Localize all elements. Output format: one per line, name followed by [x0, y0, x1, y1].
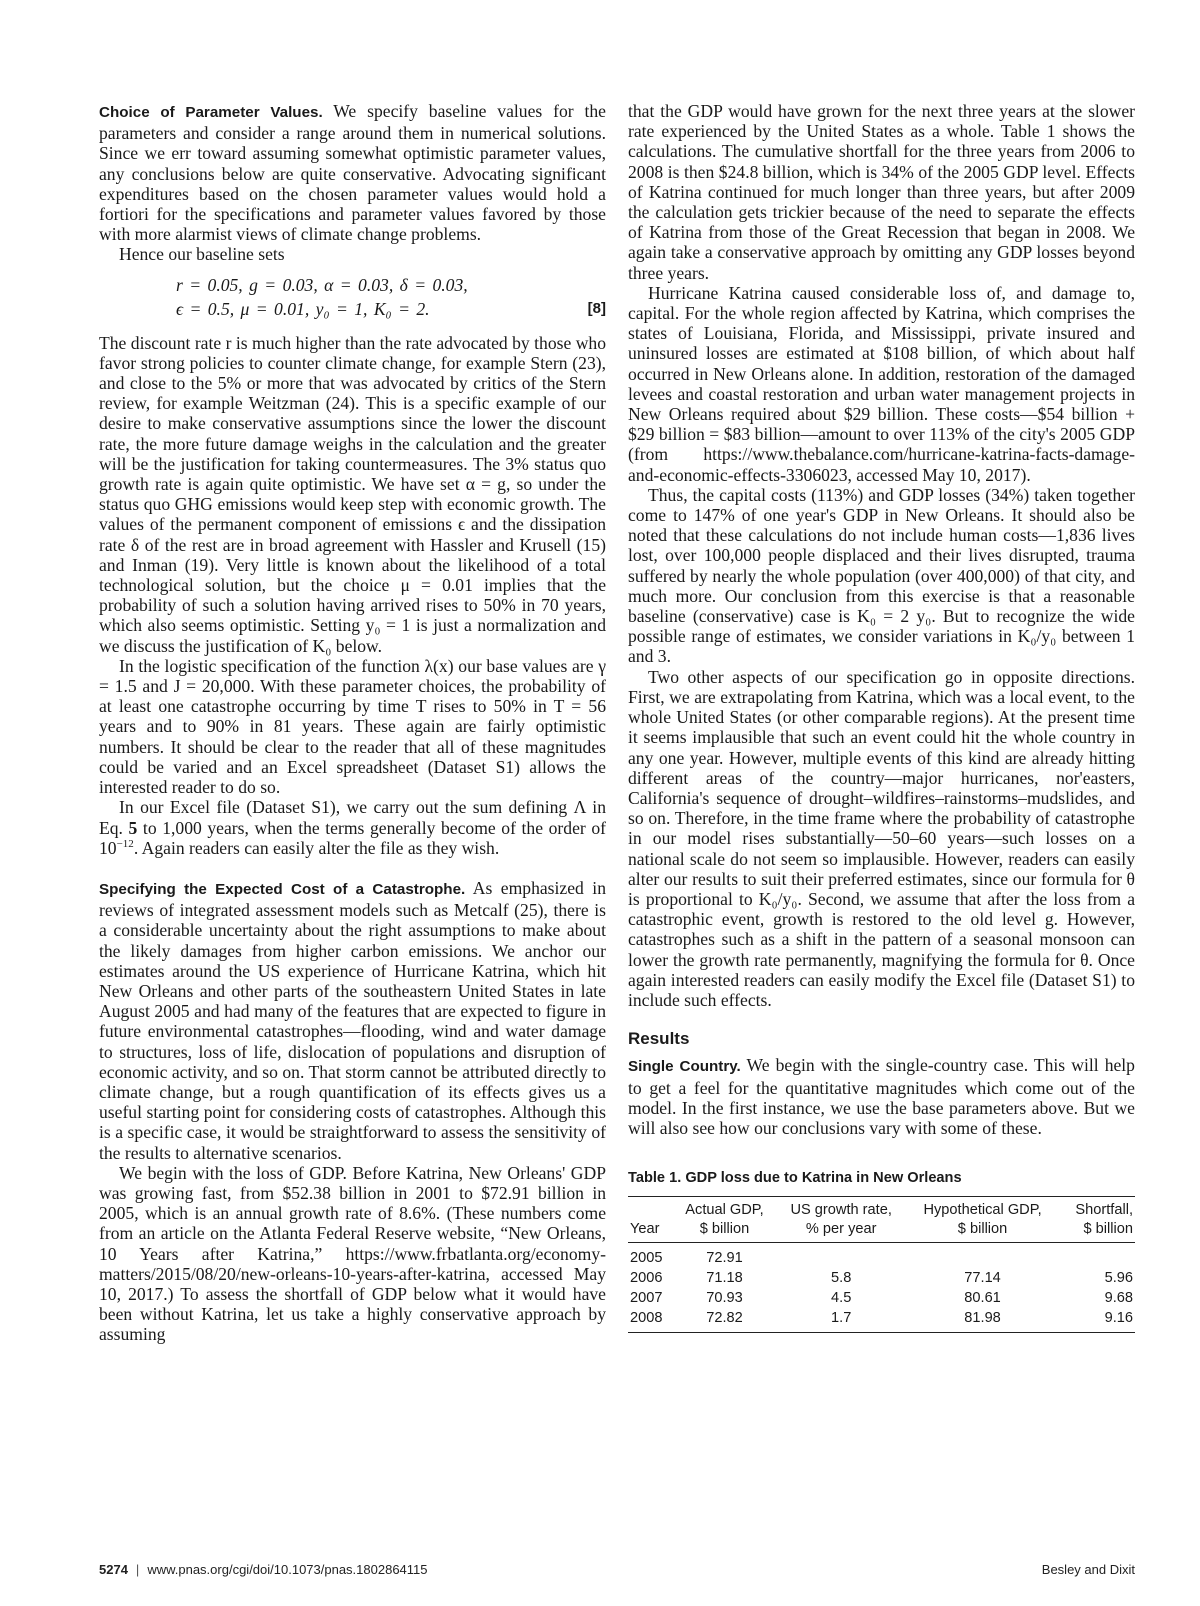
choice-paragraph-1: Choice of Parameter Values. We specify baseline values for the parameters and consider a range around them in numerical solutions. Since we err toward assuming somewhat optimistic parameter values, any conclusions below are quite conservative. Advocating significant expenditures based on the chosen parameter values would hold a fortiori for the specifications and parameter values favored by those with more alarmist views of climate change problems.: [99, 101, 606, 245]
table-row: 2005 72.91: [630, 1250, 743, 1267]
footer-separator: |: [135, 1562, 140, 1577]
table-header-row: [628, 1197, 1135, 1243]
table-1: [628, 1168, 1135, 1333]
header-actual-gdp: Actual GDP, $ billion: [685, 1202, 764, 1238]
left-column: [99, 101, 606, 1345]
single-country-paragraph: Single Country. We begin with the single-country case. This will help to get a feel for the quantitative magnitudes which come out of the model. In the first instance, we use the base parameters above. But we will also see how our conclusions vary with some of these.: [628, 1055, 1135, 1138]
choice-paragraph-3: The discount rate r is much higher than the rate advocated by those who favor strong policies to counter climate change, for example Stern (23), and close to the 5% or more that was advocated by critics of the Stern review, for example Weitzman (24). This is a specific example of our desire to make conservative assumptions since the lower the discount rate, the more future damage weighs in the calculation and the greater will be the justification for taking countermeasures. The 3% status quo growth rate is again quite optimistic. We have set α = g, so under the status quo GHG emissions would keep step with economic growth. The values of the permanent component of emissions ϵ and the dissipation rate δ of the rest are in broad agreement with Hassler and Krusell (15) and Inman (19). Very little is known about the likelihood of a total technological solution, but the choice μ = 0.01 implies that the probability of such a solution having arrived rises to 50% in 70 years, which also seems optimistic. Setting y₀ = 1 is just a normalization and we discuss the justification of K₀ below.: [99, 332, 606, 656]
choice-paragraph-5: In our Excel file (Dataset S1), we carry out the sum defining Λ in Eq. 5 to 1,000 years, when the terms generally become of the order of $10^{-12}$. Again readers can easily alter the file as they wish.: [99, 797, 606, 858]
right-paragraph-3: Thus, the capital costs (113%) and GDP losses (34%) taken together come to 147% of one year's GDP in New Orleans. It should also be noted that these calculations do not include human costs—1,836 lives lost, over 100,000 people displaced and their lives disrupted, trauma suffered by nearly the whole population (over 400,000) of that city, and much more. Our conclusion from this exercise is that a reasonable baseline (conservative) case is K₀ = 2 y₀. But to recognize the wide possible range of estimates, we consider variations in K₀/y₀ between 1 and 3.: [628, 484, 1135, 667]
results-section-title: Results: [628, 1029, 690, 1049]
single-country-heading: Single Country.: [628, 1058, 741, 1076]
table-row: 2008 72.82 1.7 81.98 9.16: [630, 1310, 1133, 1327]
equation-8: [99, 275, 606, 323]
right-column: [628, 101, 1135, 1333]
choice-paragraph-2: Hence our baseline sets: [119, 244, 285, 265]
expected-paragraph-1: Specifying the Expected Cost of a Catastrophe. As emphasized in reviews of integrated assessment models such as Metcalf (25), there is a considerable uncertainty about the right assumptions to make about the likely damages from higher carbon emissions. We anchor our estimates around the US experience of Hurricane Katrina, which hit New Orleans and other parts of the southeastern United States in late August 2005 and had many of the features that are expected to figure in future environmental catastrophes—flooding, wind and water damage to structures, loss of life, dislocation of populations and disruption of economic activity, and so on. That storm cannot be attributed directly to climate change, but a rough quantification of its effects gives us a useful starting point for considering costs of catastrophes. Although this is a specific case, it would be straightforward to assess the sensitivity of the results to alternative scenarios.: [99, 877, 606, 1163]
gdp-loss-table: [628, 1196, 1135, 1333]
choice-paragraph-4: In the logistic specification of the function λ(x) our base values are γ = 1.5 and J = 20,000. With these parameter choices, the probability of at least one catastrophe occurring by time T rises to 50% in T = 56 years and to 90% in 81 years. These again are fairly optimistic numbers. It should be clear to the reader that all of these magnitudes could be varied and an Excel spreadsheet (Dataset S1) allows the interested reader to do so.: [99, 655, 606, 798]
page-footer: [99, 1562, 1135, 1577]
expected-paragraph-2: We begin with the loss of GDP. Before Katrina, New Orleans' GDP was growing fast, from $52.38 billion in 2001 to $72.91 billion in 2005, which is an annual growth rate of 8.6%. (These numbers come from an article on the Atlanta Federal Reserve website, “New Orleans, 10 Years after Katrina,” https://www.frbatlanta.org/economy-matters/2015/08/20/new-orleans-10-years-after-katrina, accessed May 10, 2017.) To assess the shortfall of GDP below what it would have been without Katrina, let us take a highly conservative approach by assuming: [99, 1162, 606, 1345]
header-hypothetical-gdp: Hypothetical GDP, $ billion: [923, 1202, 1042, 1238]
right-paragraph-1: that the GDP would have grown for the next three years at the slower rate experienced by the United States as a whole. Table 1 shows the calculations. The cumulative shortfall for the three years from 2006 to 2008 is then $24.8 billion, which is 34% of the 2005 GDP level. Effects of Katrina continued for much longer than three years, but after 2009 the calculation gets trickier because of the need to separate the effects of Katrina from those of the Great Recession that began in 2008. We again take a conservative approach by omitting any GDP losses beyond three years.: [628, 101, 1135, 283]
equation-line-2: ϵ = 0.5, μ = 0.01, y₀ = 1, K₀ = 2.: [176, 298, 430, 319]
doi-link[interactable]: www.pnas.org/cgi/doi/10.1073/pnas.1802864115: [147, 1562, 428, 1577]
equation-number: [8]: [587, 299, 606, 317]
header-year: Year: [630, 1221, 660, 1238]
choice-heading: Choice of Parameter Values.: [99, 104, 323, 121]
header-us-growth-rate: US growth rate, % per year: [790, 1202, 892, 1238]
expected-heading: Specifying the Expected Cost of a Catastrophe.: [99, 880, 466, 898]
right-paragraph-2: Hurricane Katrina caused considerable loss of, and damage to, capital. For the whole region affected by Katrina, which comprises the states of Louisiana, Florida, and Mississippi, private insured and uninsured losses are estimated at $108 billion, of which about half occurred in New Orleans alone. In addition, restoration of the damaged levees and coastal restoration and urban water management projects in New Orleans required about $29 billion. These costs—$54 billion + $29 billion = $83 billion—amount to over 113% of the city's 2005 GDP (from https://www.thebalance.com/hurricane-katrina-facts-damage-and-economic-effects-3306023, accessed May 10, 2017).: [628, 282, 1135, 485]
header-shortfall: Shortfall, $ billion: [1075, 1202, 1133, 1238]
running-authors: Besley and Dixit: [1041, 1562, 1135, 1577]
table-row: 2006 71.18 5.8 77.14 5.96: [630, 1270, 1133, 1287]
page-number: 5274: [99, 1562, 128, 1577]
right-paragraph-4: Two other aspects of our specification go in opposite directions. First, we are extrapolating from Katrina, which was a local event, to the whole United States (or other comparable regions). At the present time it seems implausible that such an event could hit the whole country in any one year. However, multiple events of this kind are already hitting different areas of the country—major hurricanes, nor'easters, California's sequence of drought–wildfires–rainstorms–mudslides, and so on. Therefore, in the time frame where the probability of catastrophe in our model rises substantially—50–60 years—such losses on a national scale do not seem so implausible. However, readers can easily alter our results to suit their preferred estimates, since our formula for θ is proportional to K₀/y₀. Second, we assume that after the loss from a catastrophic event, growth is restored to the old level g. However, catastrophes such as a shift in the pattern of a seasonal monsoon can lower the growth rate permanently, magnifying the formula for θ. Once again interested readers can easily modify the Excel file (Dataset S1) to include such effects.: [628, 666, 1135, 1010]
equation-line-1: r = 0.05, g = 0.03, α = 0.03, δ = 0.03,: [176, 274, 468, 295]
table-caption: Table 1. GDP loss due to Katrina in New Orleans: [628, 1170, 962, 1187]
table-row: 2007 70.93 4.5 80.61 9.68: [630, 1290, 1133, 1307]
